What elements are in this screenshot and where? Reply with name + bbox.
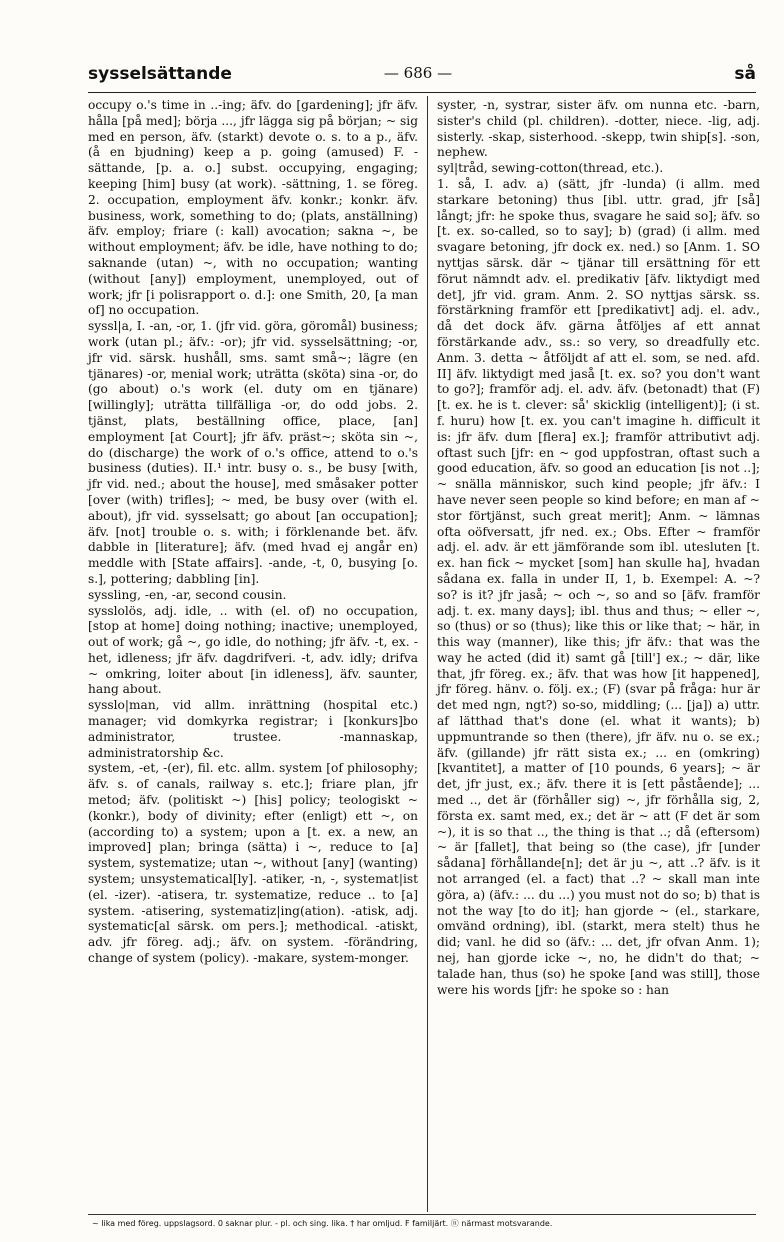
entry: system, -et, -(er), fil. etc. allm. system [of philosophy; äfv. s. of canals, railway s. etc.]; friare plan, jfr metod; äfv. (politiskt ~) [his] policy; teologiskt ~ (konkr.), body of divinity; efter (enligt) ett ~, on (according to) a system; upon a [t. ex. a new, an improved] plan; bringa (sätta) i ~, reduce to [a] system, systematize; utan ~, without [any] (wanting) system; unsystematical[ly]. -atiker, -n, -, systemat|ist (el. -izer). -atisera, tr. systematize, reduce .. to [a] system. -atisering, systematiz|ing(ation). -atisk, adj. systematic[al särsk. om pers.]; methodical. -atiskt, adv. jfr föreg. adj.; äfv. on system. -förändring, change of system (policy). -makare, system-monger. — [88, 761, 418, 966]
entry: syssling, -en, -ar, second cousin. — [88, 587, 287, 602]
footer-rule — [88, 1214, 756, 1215]
header-right-word: så — [734, 64, 756, 84]
footer-legend: ~ lika med föreg. uppslagsord. 0 saknar plur. - pl. och sing. lika. † har omljud. F familjärt. ⓝ närmast motsvarande. — [92, 1219, 553, 1228]
entry: 1. så, I. adv. a) (sätt, jfr -lunda) (i allm. med starkare betoning) thus [ibl. uttr. grad, jfr [så] långt; jfr: he spoke thus, svagare he said so]; äfv. so [t. ex. so-called, so to say]; b) (grad) (i allm. med svagare betoning, jfr dock ex. ned.) so [Anm. 1. SO nyttjas särsk. där ~ tjänar till ersättning för ett förut nämndt adv. el. predikativ [äfv. liktydigt med det], jfr vid. gram. Anm. 2. SO nyttjas särsk. ss. förstärkning framför ett [predikativt] adj. el. adv., då det dock äfv. gärna åtföljes af ett annat förstärkande adv., ss.: so very, so dreadfully etc. Anm. 3. detta ~ åtföljdt af att el. som, se ned. afd. II] äfv. liktydigt med jaså [t. ex. so? you don't want to go?]; framför adj. el. adv. äfv. (betonadt) that (F) [t. ex. he is t. clever: så' skicklig (intelligent)]; (i st. f. huru) how [t. ex. you can't imagine h. difficult it is: jfr äfv. dum [flera] ex.]; framför attributivt adj. oftast such [jfr: en ~ god uppfostran, oftast such a good education, äfv. so good an education [is not ..]; ~ snälla människor, such kind people; jfr äfv.: I have never seen people so kind before; en man af ~ stor förtjänst, such great merit]; Anm. ~ lämnas ofta oöfversatt, jfr ned. ex.; Obs. Efter ~ framför adj. el. adv. är ett jämförande som ibl. utesluten [t. ex. han fick ~ mycket [som] han skulle ha], hvadan sådana ex. falla in under II, 1, b. Exempel: A. ~? so? is it? jfr jaså; ~ och ~, so and so [äfv. framför adj. t. ex. many days]; ibl. thus and thus; ~ eller ~, so (thus) or so (thus); like this or like that; ~ här, in this way (manner), like this; jfr äfv.: that was the way he acted (did it) samt gå [till'] ex.; ~ där, like that, jfr föreg. ex.; äfv. that was how [it happened], jfr föreg. hänv. o. följ. ex.; (F) (svar på fråga: hur är det med ngn, ngt?) so-so, middling; (... [ja]) a) uttr. af lätthad that's done (el. what it wants); b) uppmuntrande so then (there), jfr äfv. nu o. se ex.; äfv. (gillande) jfr rätt sista ex.; ... en (omkring) [kvantitet], a matter of [10 pounds, 6 years]; ~ är det, jfr just, ex.; äfv. there it is [ett påstående]; ... med .., det är (förhåller sig) ~, jfr förhålla sig, 2, första ex. samt med, ex.; det är ~ att (F det är som ~), it is so that .., the thing is that ..; då (eftersom) ~ är [fallet], that being so (the case), jfr [under sådana] förhållande[n]; det är ju ~, att ..? äfv. is it not arranged (el. a fact) that ..? ~ skall man inte göra, a) (äfv.: ... du ...) you must not do so; b) that is not the way [to do it]; han gjorde ~ (el., starkare, omvänd ordning), ibl. (starkt, mera stelt) thus he did; vanl. he did so (äfv.: ... det, jfr ofvan Anm. 1); nej, han gjorde icke ~, no, he didn't do that; ~ talade han, thus (so) he spoke [and was still], those were his words [jfr: he spoke so : han — [437, 176, 760, 997]
column-divider — [427, 96, 428, 1212]
left-column — [88, 98, 418, 967]
entry: sysslolös, adj. idle, .. with (el. of) no occupation, [stop at home] doing nothing; inactive; unemployed, out of work; gå ~, go idle, do nothing; jfr äfv. -t, ex. -het, idleness; jfr äfv. dagdrifveri. -t, adv. idly; drifva ~ omkring, loiter about [in idleness], äfv. saunter, hang about. — [88, 603, 418, 697]
header-rule — [88, 92, 756, 93]
entry: sysslo|man, vid allm. inrättning (hospital etc.) manager; vid domkyrka registrar; i [konkurs]bo administrator, trustee. -mannaskap, administratorship &c. — [88, 698, 418, 760]
entry: syl|tråd, sewing-cotton(thread, etc.). — [437, 161, 664, 176]
header-left-word: sysselsättande — [88, 64, 232, 84]
page-header — [88, 64, 756, 90]
entry: syster, -n, systrar, sister äfv. om nunna etc. -barn, sister's child (pl. children). -dotter, niece. -lig, adj. sisterly. -skap, sisterhood. -skepp, twin ship[s]. -son, nephew. — [437, 98, 760, 160]
page-number: — 686 — — [383, 64, 453, 82]
right-column — [437, 98, 760, 998]
entry: occupy o.'s time in ..-ing; äfv. do [gardening]; jfr äfv. hålla [på med]; börja ..., jfr lägga sig på början; ~ sig med en person, äfv. (starkt) devote o. s. to a p., äfv. (å en bjudning) keep a p. going (amused) F. -sättande, [p. a. o.] subst. occupying, engaging; keeping [him] busy (at work). -sättning, 1. se föreg. 2. occupation, employment äfv. konkr.; konkr. äfv. business, work, something to do; (plats, anställning) äfv. employ; friare (: kall) avocation; sakna ~, be without employment; äfv. be idle, have nothing to do; saknande (utan) ~, with no occupation; wanting (without [any]) employment, unemployed, out of work; jfr [i polisrapport o. d.]: one Smith, 20, [a man of] no occupation. — [88, 98, 418, 318]
entry: syssl|a, I. -an, -or, 1. (jfr vid. göra, göromål) business; work (utan pl.; äfv.: -or); jfr vid. sysselsättning; -or, jfr vid. särsk. hushåll, sms. samt små~; lägre (en tjänares) -or, menial work; uträtta (sköta) sina -or, do (go about) o.'s work (el. duty om en tjänare) [willingly]; uträtta tillfälliga -or, do odd jobs. 2. tjänst, plats, beställning office, place, [an] employment [at Court]; jfr äfv. präst~; sköta sin ~, do (discharge) the work of o.'s office, attend to o.'s business (duties). II.¹ intr. busy o. s., be busy [with, jfr vid. ned.; about the house], med småsaker potter [over (with) trifles]; ~ med, be busy over (with el. about), jfr vid. sysselsatt; go about [an occupation]; äfv. [not] trouble o. s. with; i förklenande bet. äfv. dabble in [literature]; äfv. (med hvad ej angår en) meddle with [State affairs]. -ande, -t, 0, busying [o. s.], pottering; dabbling [in]. — [88, 319, 418, 586]
